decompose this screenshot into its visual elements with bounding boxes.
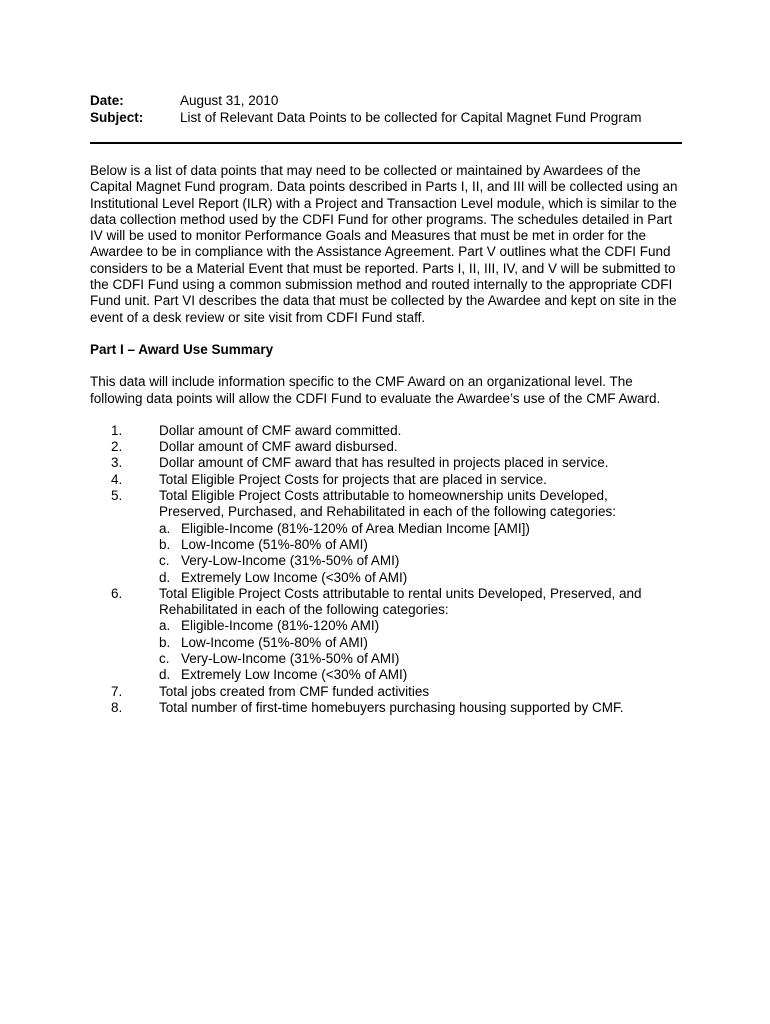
part1-heading: Part I – Award Use Summary	[90, 341, 274, 357]
list-item-body	[159, 684, 664, 700]
list-item-body	[159, 488, 664, 586]
list-item-text: Total jobs created from CMF funded activities	[159, 683, 430, 699]
list-item	[90, 423, 685, 439]
sub-item-text: Eligible-Income (81%-120% AMI)	[181, 618, 380, 634]
sub-list-item	[159, 521, 664, 537]
subject-label: Subject:	[90, 109, 144, 125]
sub-list	[159, 618, 664, 683]
sub-list-item	[159, 651, 664, 667]
list-item-text: Dollar amount of CMF award that has resulted in projects placed in service.	[159, 455, 609, 471]
list-item	[90, 455, 685, 471]
list-item-number: 5.	[111, 488, 123, 504]
sub-list-item	[159, 553, 664, 569]
sub-list-item	[159, 618, 664, 634]
list-item-text: Total Eligible Project Costs for projects that are placed in service.	[159, 471, 547, 487]
list-item	[90, 700, 685, 716]
list-item-text: Total Eligible Project Costs attributable to rental units Developed, Preserved, and Rehabilitated in each of the following categories:	[159, 585, 642, 618]
list-item-number: 8.	[111, 699, 123, 715]
sub-item-text: Low-Income (51%-80% of AMI)	[181, 634, 368, 650]
sub-item-letter: a.	[159, 618, 171, 634]
list-item-number: 3.	[111, 455, 123, 471]
sub-item-text: Very-Low-Income (31%-50% of AMI)	[181, 553, 400, 569]
sub-item-letter: d.	[159, 667, 171, 683]
date-label: Date:	[90, 93, 124, 108]
sub-item-text: Extremely Low Income (<30% of AMI)	[181, 569, 408, 585]
list-item	[90, 488, 685, 586]
sub-item-letter: d.	[159, 569, 171, 585]
list-item-text: Dollar amount of CMF award disbursed.	[159, 439, 398, 455]
list-item-body	[159, 423, 664, 439]
list-item-body	[159, 455, 664, 471]
sub-item-letter: b.	[159, 634, 171, 650]
part1-intro: This data will include information specific to the CMF Award on an organizational level. The following data points will allow the CDFI Fund to evaluate the Awardee’s use of the CMF Award.	[90, 374, 661, 406]
list-item-number: 6.	[111, 585, 123, 601]
sub-item-letter: a.	[159, 520, 171, 536]
sub-item-letter: c.	[159, 553, 170, 569]
list-item-number: 7.	[111, 683, 123, 699]
list-item	[90, 684, 685, 700]
sub-item-text: Extremely Low Income (<30% of AMI)	[181, 667, 408, 683]
date-value: August 31, 2010	[180, 93, 279, 108]
sub-item-letter: b.	[159, 536, 171, 552]
subject-row	[90, 110, 685, 127]
subject-value: List of Relevant Data Points to be collected for Capital Magnet Fund Program	[180, 109, 642, 125]
list-item-number: 2.	[111, 439, 123, 455]
list-item-number: 1.	[111, 422, 123, 438]
sub-item-text: Low-Income (51%-80% of AMI)	[181, 536, 368, 552]
list-item	[90, 439, 685, 455]
list-item-number: 4.	[111, 471, 123, 487]
list-item-text: Dollar amount of CMF award committed.	[159, 422, 402, 438]
sub-item-text: Eligible-Income (81%-120% of Area Median Income [AMI])	[181, 520, 530, 536]
sub-list-item	[159, 570, 664, 586]
list-item	[90, 586, 685, 684]
date-row	[90, 93, 685, 110]
list-item	[90, 472, 685, 488]
sub-item-letter: c.	[159, 651, 170, 667]
sub-item-text: Very-Low-Income (31%-50% of AMI)	[181, 651, 400, 667]
list-item-body	[159, 439, 664, 455]
header-divider	[90, 142, 682, 144]
list-item-body	[159, 472, 664, 488]
list-item-text: Total Eligible Project Costs attributable to homeownership units Developed, Preserved, Purchased, and Rehabilitated in each of the following categories:	[159, 488, 617, 520]
list-item-body	[159, 700, 664, 716]
sub-list	[159, 521, 664, 586]
intro-paragraph: Below is a list of data points that may need to be collected or maintained by Awardees of the Capital Magnet Fund program. Data points described in Parts I, II, and III will be collected using an Institutional Level Report (ILR) with a Project and Transaction Level module, which is similar to the data collection method used by the CDFI Fund for other programs. The schedules detailed in Part IV will be used to monitor Performance Goals and Measures that must be met in order for the Awardee to be in compliance with the Assistance Agreement. Part V outlines what the CDFI Fund considers to be a Material Event that must be reported. Parts I, II, III, IV, and V will be submitted to the CDFI Fund using a common submission method and routed internally to the appropriate CDFI Fund unit. Part VI describes the data that must be collected by the Awardee and kept on site in the event of a desk review or site visit from CDFI Fund staff.	[90, 163, 678, 325]
sub-list-item	[159, 537, 664, 553]
sub-list-item	[159, 635, 664, 651]
list-item-body	[159, 586, 664, 684]
sub-list-item	[159, 667, 664, 683]
list-item-text: Total number of first-time homebuyers purchasing housing supported by CMF.	[159, 699, 624, 715]
document-page	[90, 93, 685, 716]
part1-item-list	[90, 423, 685, 716]
